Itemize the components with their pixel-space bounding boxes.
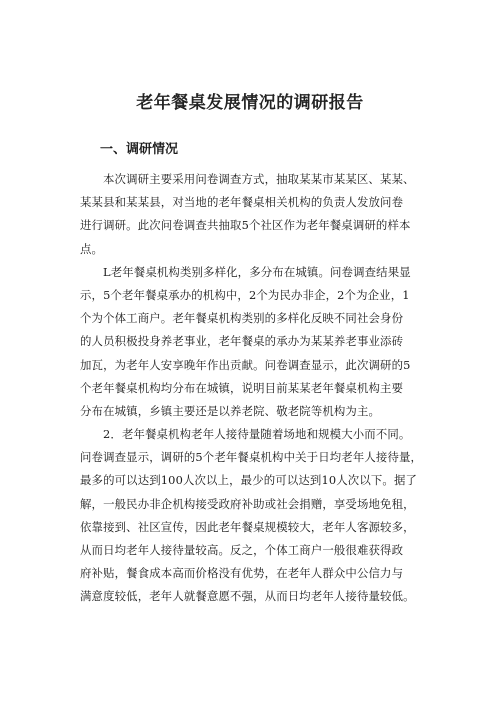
text-line: 本次调研主要采用问卷调查方式，抽取某某市某某区、某某、 — [103, 172, 415, 186]
text-line: 的人员积极投身养老事业，老年餐桌的承办为某某养老事业添砖 — [80, 334, 404, 349]
section-heading: 一、调研情况 — [100, 142, 179, 157]
text-line: 府补贴，餐食成本高而价格没有优势，在老年人群众中公信力与 — [80, 566, 404, 581]
text-line: 问卷调查显示，调研的5个老年餐桌机构中关于日均老年人接待量， — [80, 450, 423, 465]
text-line: L老年餐桌机构类别多样化，多分布在城镇。问卷调查结果显 — [103, 264, 411, 279]
text-line: 从而日均老年人接待量较高。反之，个体工商户一般很难获得政 — [80, 543, 404, 557]
text-line: 解，一般民办非企机构接受政府补助或社会捐赠，享受场地免租， — [80, 496, 415, 511]
text-line: 个为个体工商户。老年餐桌机构类别的多样化反映不同社会身份 — [80, 311, 404, 326]
text-line: 某某县和某某县，对当地的老年餐桌相关机构的负责人发放问卷 — [80, 195, 404, 210]
text-line: 点。 — [80, 241, 104, 256]
text-line: 示，5个老年餐桌承办的机构中，2个为民办非企，2个为企业，1 — [80, 287, 410, 302]
text-line: 2．老年餐桌机构老年人接待量随着场地和规模大小而不同。 — [103, 427, 411, 442]
text-line: 进行调研。此次问卷调查共抽取5个社区作为老年餐桌调研的样本 — [80, 218, 411, 233]
body-text — [80, 168, 450, 609]
text-line: 满意度较低，老年人就餐意愿不强，从而日均老年人接待量较低。 — [80, 589, 415, 604]
document-title: 老年餐桌发展情况的调研报告 — [136, 93, 364, 113]
text-line: 个老年餐桌机构均分布在城镇，说明目前某某老年餐桌机构主要 — [80, 380, 404, 395]
text-line: 依靠接到、社区宣传，因此老年餐桌规模较大，老年人客源较多， — [80, 519, 415, 534]
text-line: 加瓦，为老年人安享晚年作出贡献。问卷调查显示，此次调研的5 — [80, 357, 411, 372]
text-line: 最多的可以达到100人次以上，最少的可以达到10人次以下。据了 — [80, 473, 418, 488]
text-line: 分布在城镇，乡镇主要还是以养老院、敬老院等机构为主。 — [80, 403, 381, 418]
